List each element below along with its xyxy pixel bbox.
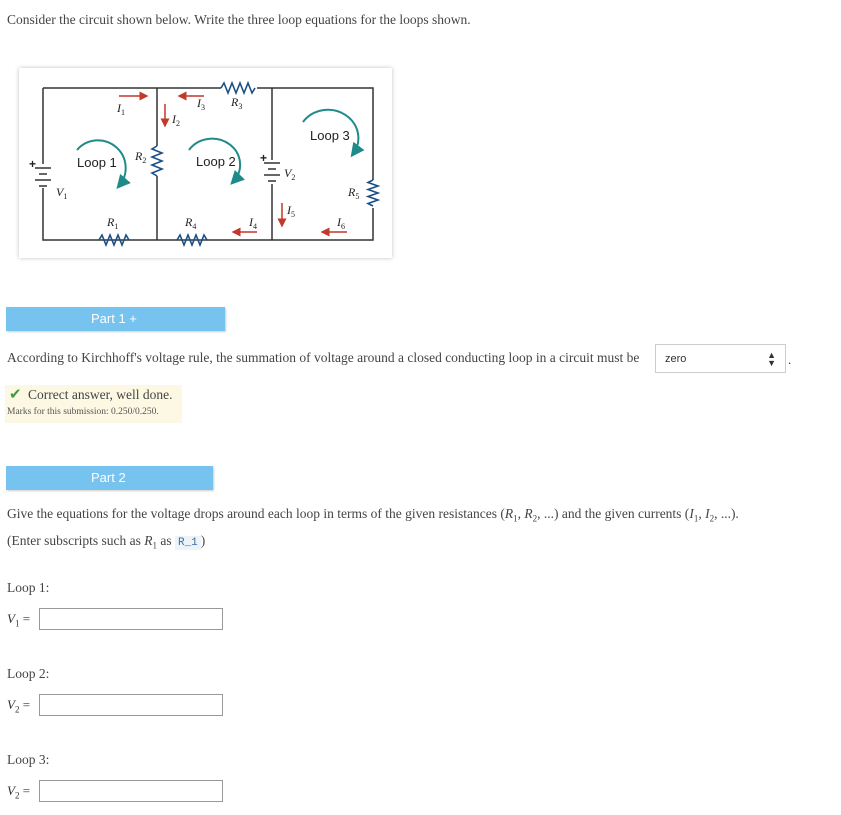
label-r5: R — [348, 185, 356, 199]
label-i1-sub: 1 — [121, 108, 125, 117]
label-v1-sub: 1 — [63, 192, 68, 201]
loop1-label: Loop 1 — [77, 155, 117, 170]
instr-i2-sub: 2 — [709, 513, 715, 524]
answer-select[interactable] — [655, 344, 786, 373]
svg-text:I5 — [286, 203, 295, 219]
svg-text:R2 — [134, 149, 146, 165]
v1-plus-sign: + — [29, 157, 37, 171]
loop2-label: Loop 2 — [196, 154, 236, 169]
label-r3: R — [231, 95, 239, 109]
loop3-eq-sign: = — [22, 783, 31, 798]
loop3-lhs: V — [7, 783, 15, 798]
statement-period: . — [788, 352, 792, 367]
instr-ellipsis-r: , ... — [537, 506, 554, 521]
instr-example-r: R — [144, 532, 153, 548]
resistor-r2 — [152, 146, 162, 176]
v2-plus-sign: + — [260, 151, 268, 165]
instr-example-r-sub: 1 — [152, 540, 157, 551]
label-r4: R — [185, 215, 193, 229]
svg-text:R4 — [184, 215, 196, 231]
circuit-diagram — [19, 68, 392, 258]
label-i4-sub: 4 — [253, 222, 257, 231]
instr-i1: I — [689, 506, 694, 521]
label-i6-sub: 6 — [341, 222, 345, 231]
resistor-r3 — [221, 83, 255, 93]
loop1-eq-sign: = — [22, 611, 31, 626]
instr-r2: R — [524, 506, 533, 521]
loop1-answer-input[interactable] — [39, 608, 223, 630]
svg-text:I1 — [116, 101, 125, 117]
loop3-title: Loop 3: — [7, 752, 50, 767]
instr-text-b: ) and the given currents ( — [553, 506, 690, 521]
svg-text:R1 — [106, 215, 118, 231]
label-r5-sub: 5 — [355, 192, 360, 201]
loop1-title: Loop 1: — [7, 580, 50, 595]
loop3-lhs-sub: 2 — [14, 790, 20, 801]
svg-text:R5 — [347, 185, 359, 201]
label-r2: R — [135, 149, 143, 163]
label-r1-sub: 1 — [114, 222, 119, 231]
svg-text:R3 — [230, 95, 242, 111]
instr-text-c: ). — [730, 506, 739, 521]
loop2-eq-sign: = — [22, 697, 31, 712]
label-i3: I — [197, 96, 201, 110]
label-v2-sub: 2 — [291, 173, 296, 182]
part2-instructions: Give the equations for the voltage drops around each loop in terms of the given resistances ($R_1$, $R_2$, ...) and the given currents ($I_1$, $I_2$, ...). (Enter subscripts such as $R_1$ as R_1 ) — [7, 506, 739, 551]
loop3-equation-label — [7, 783, 30, 801]
instr-r1-sub: 1 — [513, 513, 518, 524]
instr-text-f: ) — [200, 532, 206, 548]
part1-statement: According to Kirchhoff's voltage rule, the summation of voltage around a closed conducting loop in a circuit must be — [7, 350, 640, 365]
loop2-equation-label — [7, 697, 30, 715]
part2-button[interactable] — [6, 466, 213, 490]
loop3-answer-input[interactable] — [39, 780, 223, 802]
label-i4: I — [249, 215, 253, 229]
svg-text:I6 — [336, 215, 345, 231]
svg-text:I3 — [196, 96, 205, 112]
instr-text-a: Give the equations for the voltage drops around each loop in terms of the given resistances ( — [7, 506, 505, 521]
svg-text:I4 — [248, 215, 257, 231]
loop2-title: Loop 2: — [7, 666, 50, 681]
svg-text:V2 — [284, 166, 295, 182]
label-r4-sub: 4 — [192, 222, 197, 231]
checkmark-icon: ✔ — [9, 387, 22, 403]
label-v2: V — [284, 166, 292, 180]
loop1-lhs: V — [7, 611, 15, 626]
loop2-answer-input[interactable] — [39, 694, 223, 716]
circuit-figure — [19, 68, 392, 258]
svg-text:I2 — [171, 112, 180, 128]
loop2-lhs-sub: 2 — [14, 704, 20, 715]
label-r1: R — [107, 215, 115, 229]
part1-button[interactable] — [6, 307, 225, 331]
loop1-equation-label — [7, 611, 30, 629]
label-i2-sub: 2 — [176, 119, 180, 128]
code-example: R_1 — [175, 536, 201, 550]
label-r2-sub: 2 — [142, 156, 147, 165]
part2-button-label: Part 2 — [91, 470, 126, 485]
label-i1: I — [117, 101, 121, 115]
instr-i2: I — [705, 506, 710, 521]
resistor-r5 — [368, 180, 378, 206]
svg-text:V1 — [56, 185, 67, 201]
marks-text: Marks for this submission: 0.250/0.250. — [7, 407, 159, 417]
question-text: Consider the circuit shown below. Write the three loop equations for the loops shown. — [7, 12, 471, 27]
instr-i1-sub: 1 — [693, 513, 699, 524]
instr-ellipsis-i: , ... — [714, 506, 731, 521]
instr-text-d: (Enter subscripts such as — [7, 532, 145, 548]
instr-r2-sub: 2 — [532, 513, 538, 524]
label-i5-sub: 5 — [291, 210, 295, 219]
loop3-label: Loop 3 — [310, 128, 350, 143]
feedback-message: Correct answer, well done. — [28, 387, 173, 402]
instr-text-e: as — [156, 532, 175, 548]
label-i3-sub: 3 — [201, 103, 205, 112]
answer-select-value: zero — [665, 353, 687, 365]
label-i2: I — [172, 112, 176, 126]
part1-button-label: Part 1 + — [91, 311, 137, 326]
instr-r: R — [504, 506, 514, 521]
feedback-box — [5, 385, 182, 423]
label-r3-sub: 3 — [238, 102, 243, 111]
label-i5: I — [287, 203, 291, 217]
loop1-lhs-sub: 1 — [14, 618, 20, 629]
label-v1: V — [56, 185, 64, 199]
label-i6: I — [337, 215, 341, 229]
updown-caret-icon: ▲ ▼ — [767, 350, 776, 368]
loop2-lhs: V — [7, 697, 15, 712]
